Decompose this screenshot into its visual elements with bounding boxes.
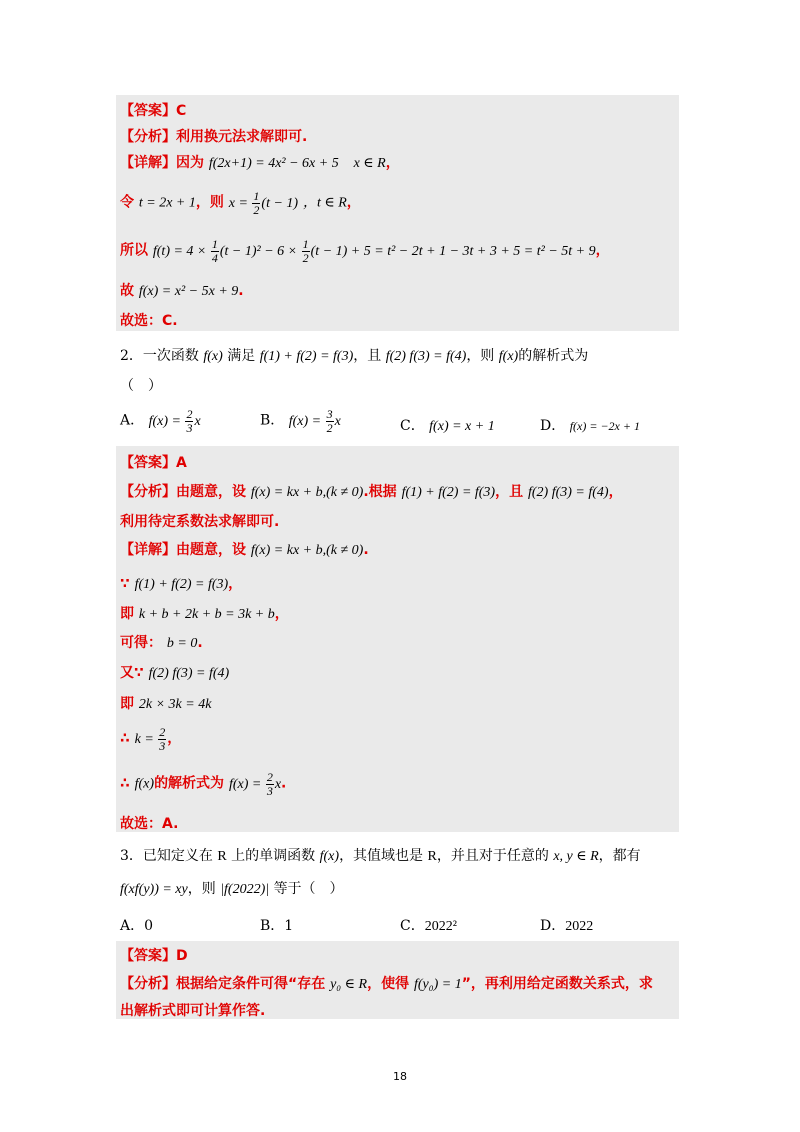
analysis-line: 【分析】根据给定条件可得“存在 y₀ ∈ R，使得 f(y₀) = 1”，再利用给定函数关系式，求 [120, 976, 653, 992]
answer-label: 【答案】D [120, 948, 188, 964]
final-line: ∴ f(x)的解析式为 f(x) = $\frac{2}{3}$ x. [120, 770, 287, 798]
q2-option-c: C． f(x) = x + 1 [400, 418, 495, 434]
so-prefix: 所以 [120, 242, 148, 259]
let-condition: ，t ∈ R [302, 195, 347, 211]
question-2-paren: （ ） [120, 378, 162, 394]
so-line [120, 238, 610, 265]
detail-line: 【详解】由题意，设 f(x) = kx + b,(k ≠ 0). [120, 542, 369, 558]
hence-prefix: 故 [120, 283, 134, 299]
q3-option-b: B．1 [260, 918, 294, 934]
analysis-line-2: 出解析式即可计算作答. [120, 1003, 266, 1019]
answer-label: 【答案】C [120, 103, 187, 119]
q3-option-d: D．2022 [540, 918, 594, 934]
choose-line: 故选：A. [120, 816, 179, 832]
detail-equation: f(2x+1) = 4x² − 6x + 5 [208, 156, 339, 171]
question-3-stem: 3．已知定义在 R 上的单调函数 f(x)，其值域也是 R，并且对于任意的 x, y ∈ R，都有 [120, 848, 641, 864]
question-2-stem: 2．一次函数 f(x) 满足 f(1) + f(2) = f(3)，且 f(2) f(3) = f(4)，则 f(x)的解析式为 [120, 348, 589, 364]
hence-line [120, 280, 244, 300]
answer-label: 【答案】A [120, 455, 187, 471]
q2-option-d: D． f(x) = −2x + 1 [540, 418, 640, 434]
q3-option-a: A．0 [120, 918, 154, 934]
hence-end: . [238, 283, 244, 299]
detail-prefix: 【详解】因为 [120, 155, 204, 171]
therefore-line: ∴ k = $\frac{2}{3}$ ， [120, 725, 182, 753]
choose-line: 故选：C. [120, 313, 178, 329]
so-end: ， [595, 242, 610, 259]
ie2-line: 即 2k × 3k = 4k [120, 696, 212, 712]
let-then: ，则 [195, 194, 224, 211]
let-end: ， [346, 194, 361, 211]
also-line: 又∵ f(2) f(3) = f(4) [120, 665, 230, 681]
let-t-equation: t = 2x + 1 [138, 195, 196, 211]
analysis-line: 【分析】利用换元法求解即可. [120, 129, 308, 145]
q2-option-a: A． f(x) = $\frac{2}{3}$ x [120, 407, 201, 435]
detail-condition: x ∈ R [353, 156, 386, 171]
question-3-line-2: f(xf(y)) = xy，则 |f(2022)| 等于（ ） [120, 881, 344, 897]
hence-equation: f(x) = x² − 5x + 9 [138, 284, 239, 299]
analysis-line: 【分析】由题意，设 f(x) = kx + b,(k ≠ 0).根据 f(1) + f(2) = f(3)，且 f(2) f(3) = f(4)， [120, 484, 623, 500]
q2-option-b: B． f(x) = $\frac{3}{2}$ x [260, 407, 341, 435]
so-equation: f(t) = 4 × $\frac{1}{4}$ (t − 1)² − 6 × $\frac{1}{2}$ (t − 1) + 5 = t² − 2t + 1 − 3t + 3 + 5 = t² − 5t + 9 [152, 237, 596, 265]
because-line: ∵ f(1) + f(2) = f(3)， [120, 576, 243, 592]
analysis-line-2: 利用待定系数法求解即可. [120, 514, 280, 530]
let-x-equation: x = $\frac{1}{2}$ (t − 1) [228, 189, 299, 217]
page-number: 18 [393, 1070, 407, 1083]
q3-option-c: C．2022² [400, 918, 457, 934]
ie-line: 即 k + b + 2k + b = 3k + b， [120, 606, 289, 622]
detail-end: ， [385, 155, 400, 171]
let-prefix: 令 [120, 194, 134, 211]
detail-line [120, 152, 400, 172]
get-line: 可得： b = 0. [120, 635, 203, 651]
let-line [120, 190, 361, 217]
